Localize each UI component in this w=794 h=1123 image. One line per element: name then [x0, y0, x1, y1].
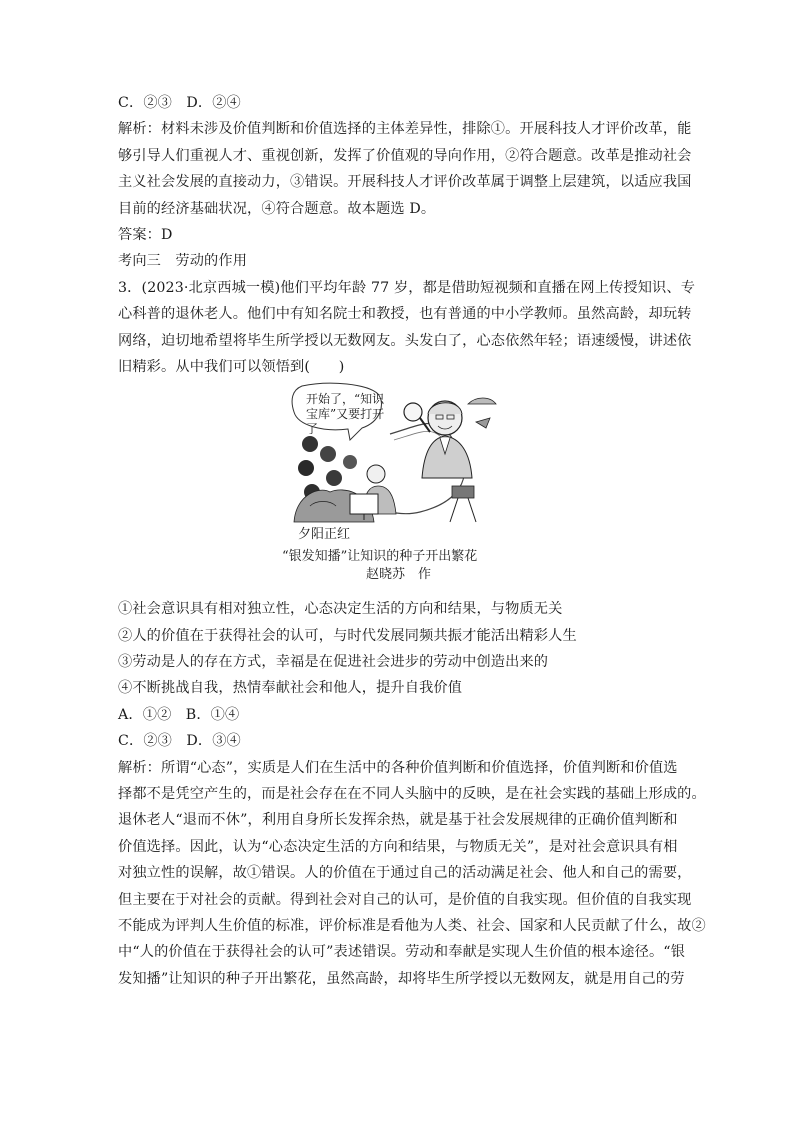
analysis-line: 够引导人们重视人才、重视创新，发挥了价值观的导向作用，②符合题意。改革是推动社会 [118, 147, 692, 164]
figure-title: “银发知播”让知识的种子开出繁花 [282, 549, 478, 565]
analysis-line: 不能成为评判人生价值的标准，评价标准是看他为人类、社会、国家和人民贡献了什么，故② [118, 917, 706, 934]
analysis-line: 退休老人“退而不休”，利用自身所长发挥余热，就是基于社会发展规律的正确价值判断和 [118, 812, 678, 829]
options-ab: A．①② B．①④ [118, 706, 240, 723]
analysis-line: 择都不是凭空产生的，而是社会存在在不同人头脑中的反映，是在社会实践的基础上形成的。 [118, 786, 706, 803]
analysis-line: 解析：所谓“心态”，实质是人们在生活中的各种价值判断和价值选择，价值判断和价值选 [118, 759, 678, 776]
analysis-line: 解析：材料未涉及价值判断和价值选择的主体差异性，排除①。开展科技人才评价改革，能 [118, 121, 692, 138]
document-page [118, 90, 706, 992]
analysis-line: 价值选择。因此，认为“心态决定生活的方向和结果，与物质无关”，是对社会意识具有相 [118, 838, 678, 855]
top-text-block [118, 90, 696, 380]
figure-author: 赵晓苏 作 [366, 567, 432, 583]
analysis-line: 中“人的价值在于获得社会的认可”表述错误。劳动和奉献是实现人生价值的根本途径。“银 [118, 944, 686, 961]
statement-2: ②人的价值在于获得社会的认可，与时代发展同频共振才能活出精彩人生 [118, 627, 577, 644]
analysis-line: 目前的经济基础状况，④符合题意。故本题选 D。 [118, 200, 436, 217]
statement-3: ③劳动是人的存在方式，幸福是在促进社会进步的劳动中创造出来的 [118, 654, 549, 671]
analysis-line: 主义社会发展的直接动力，③错误。开展科技人才评价改革属于调整上层建筑，以适应我国 [118, 174, 692, 191]
option-line-cd-prev: C．②③ D．②④ [118, 95, 241, 111]
speech-bubble-text: 开始了，“知识宝库”又要打开了 [306, 392, 385, 437]
question-line: 3．(2023·北京西城一模)他们平均年龄 77 岁，都是借助短视频和直播在网上传授知识、专 [118, 279, 696, 296]
options-cd: C．②③ D．③④ [118, 733, 241, 750]
figure-corner-caption: 夕阳正红 [298, 527, 351, 543]
question-line: 心科普的退休老人。他们中有知名院士和教授，也有普通的中小学教师。虽然高龄，却玩转 [118, 306, 692, 323]
bottom-text-block [118, 596, 706, 992]
section-heading: 考向三 劳动的作用 [118, 253, 248, 270]
statement-1: ①社会意识具有相对独立性，心态决定生活的方向和结果，与物质无关 [118, 601, 563, 618]
analysis-line: 发知播”让知识的种子开出繁花，虽然高龄，却将毕生所学授以无数网友，就是用自己的劳 [118, 970, 685, 987]
analysis-line: 对独立性的误解，故①错误。人的价值在于通过自己的活动满足社会、他人和自己的需要， [118, 865, 692, 882]
question-line: 旧精彩。从中我们可以领悟到( ) [118, 358, 345, 375]
statement-4: ④不断挑战自我，热情奉献社会和他人，提升自我价值 [118, 680, 463, 697]
analysis-line: 但主要在于对社会的贡献。得到社会对自己的认可，是价值的自我实现。但价值的自我实现 [118, 891, 692, 908]
cartoon-figure [118, 382, 678, 592]
answer-line: 答案：D [118, 226, 173, 243]
question-line: 网络，迫切地希望将毕生所学授以无数网友。头发白了，心态依然年轻；语速缓慢，讲述依 [118, 332, 692, 349]
